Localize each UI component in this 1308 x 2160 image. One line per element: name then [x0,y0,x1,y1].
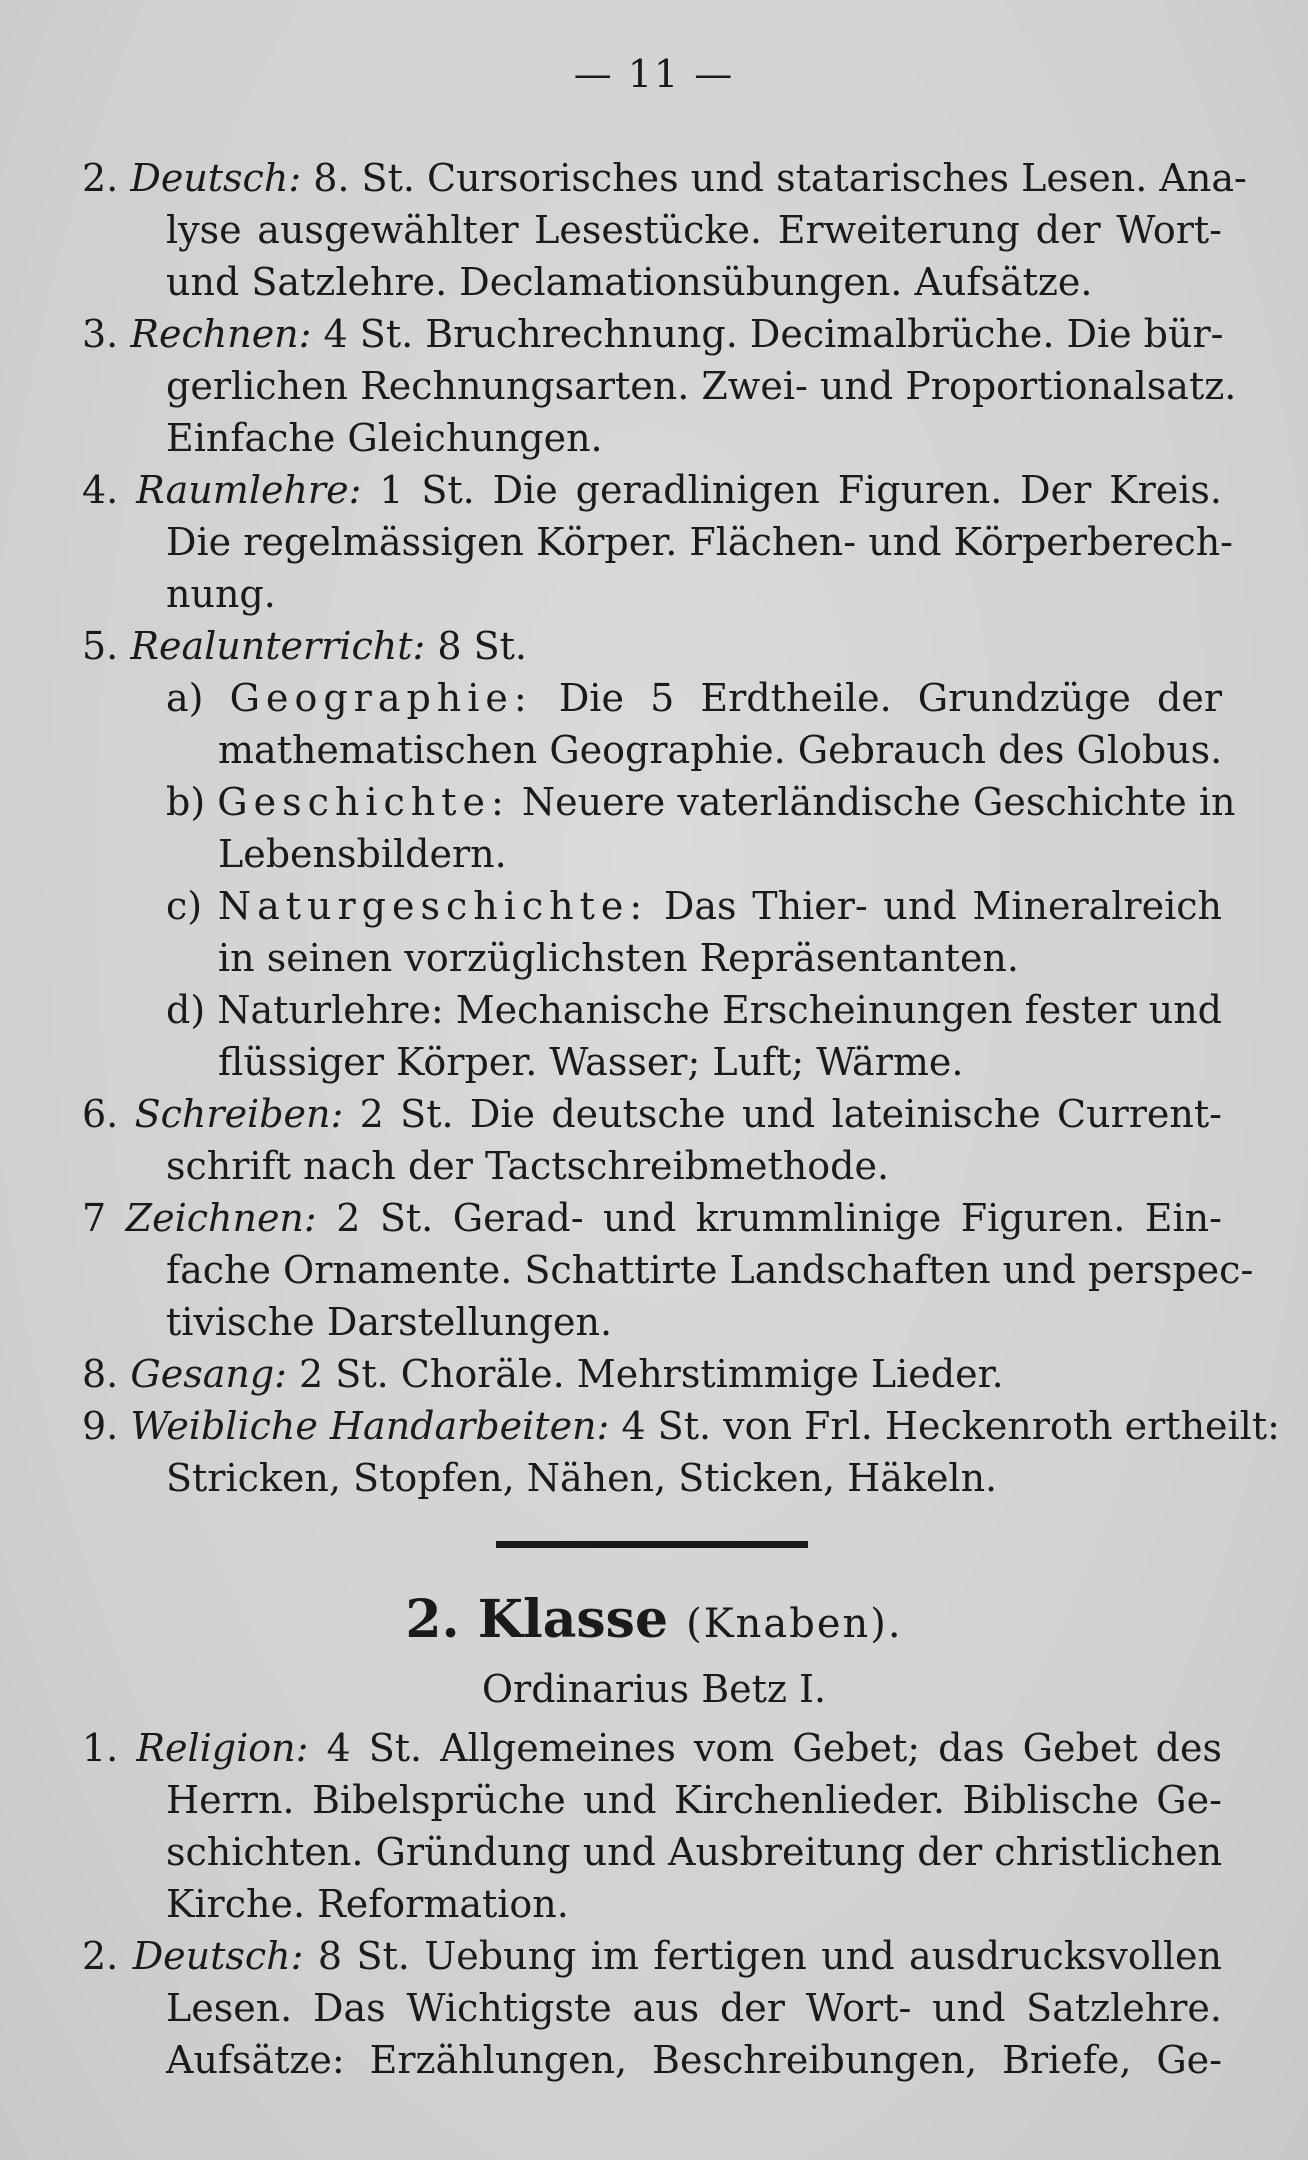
page-number: — 11 — [573,52,735,96]
text-line: lyse ausgewählter Lesestücke. Erweiterung der Wort- [166,208,1222,252]
text-line: schrift nach der Tactschreibmethode. [166,1144,890,1188]
text-line: fache Ornamente. Schattirte Landschaften und perspec- [166,1248,1254,1292]
text-line: a) Geographie: Die 5 Erdtheile. Grundzüge der [166,676,1222,720]
text-line: 1. Religion: 4 St. Allgemeines vom Gebet; das Gebet des [82,1726,1222,1770]
section-divider [496,1541,808,1548]
ordinarius-line: Ordinarius Betz I. [481,1667,827,1711]
section-heading [0,1585,1308,1659]
text-line: Stricken, Stopfen, Nähen, Sticken, Häkeln. [166,1456,998,1500]
heading-title: Klasse [477,1589,669,1650]
text-line: gerlichen Rechnungsarten. Zwei- und Proportionalsatz. [166,364,1237,408]
text-line: Lebensbildern. [218,832,507,876]
text-line: b) Geschichte: Neuere vaterländische Geschichte in [166,780,1236,824]
text-line: 3. Rechnen: 4 St. Bruchrechnung. Decimalbrüche. Die bür- [82,312,1224,356]
text-line: 8. Gesang: 2 St. Choräle. Mehrstimmige Lieder. [82,1352,1004,1396]
text-line: 7 Zeichnen: 2 St. Gerad- und krummlinige Figuren. Ein- [82,1196,1222,1240]
heading-paren: (Knaben). [686,1601,903,1647]
text-line: Lesen. Das Wichtigste aus der Wort- und Satzlehre. [166,1986,1222,2030]
text-line: 6. Schreiben: 2 St. Die deutsche und lateinische Current- [82,1092,1222,1136]
text-line: flüssiger Körper. Wasser; Luft; Wärme. [218,1040,964,1084]
text-line: 2. Deutsch: 8. St. Cursorisches und statarisches Lesen. Ana- [82,156,1247,200]
text-line: Die regelmässigen Körper. Flächen- und Körperberech- [166,520,1234,564]
text-line: schichten. Gründung und Ausbreitung der christlichen [166,1830,1223,1874]
text-line: Kirche. Reformation. [166,1882,569,1926]
text-line: in seinen vorzüglichsten Repräsentanten. [218,936,1019,980]
text-line: Aufsätze: Erzählungen, Beschreibungen, Briefe, Ge- [166,2038,1222,2082]
text-line: mathematischen Geographie. Gebrauch des Globus. [218,728,1223,772]
text-line: tivische Darstellungen. [166,1300,613,1344]
text-line: Einfache Gleichungen. [166,416,603,460]
text-line: 4. Raumlehre: 1 St. Die geradlinigen Figuren. Der Kreis. [82,468,1222,512]
text-line: nung. [166,572,276,616]
text-line: d) Naturlehre: Mechanische Erscheinungen fester und [166,988,1222,1032]
text-line: c) Naturgeschichte: Das Thier- und Mineralreich [166,884,1222,928]
text-line: 9. Weibliche Handarbeiten: 4 St. von Frl. Heckenroth ertheilt: [82,1404,1280,1448]
text-line: und Satzlehre. Declamationsübungen. Aufsätze. [166,260,1093,304]
text-line: 2. Deutsch: 8 St. Uebung im fertigen und ausdrucksvollen [82,1934,1222,1978]
heading-number: 2. [405,1589,460,1650]
text-line: 5. Realunterricht: 8 St. [82,624,528,668]
text-line: Herrn. Bibelsprüche und Kirchenlieder. Biblische Ge- [166,1778,1222,1822]
